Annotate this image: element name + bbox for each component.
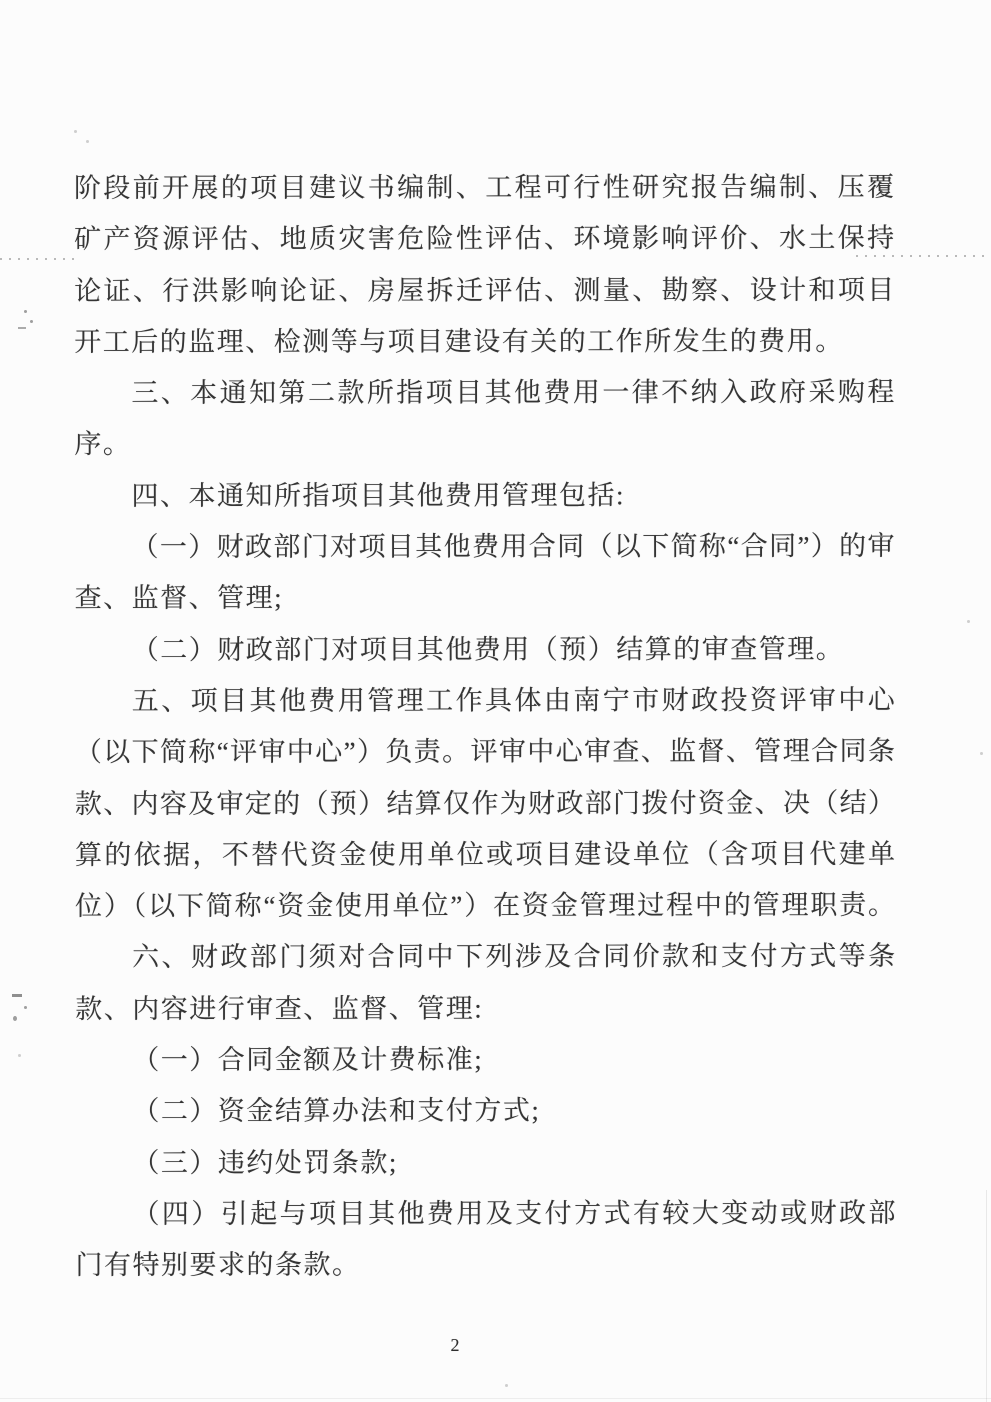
- scan-speck: [30, 320, 33, 323]
- scan-speck: [24, 310, 27, 313]
- document-line: 序。: [74, 429, 132, 460]
- document-body: [74, 162, 896, 1292]
- document-line: 四、本通知所指项目其他费用管理包括:: [131, 480, 626, 511]
- document-line: 论证、行洪影响论证、房屋拆迁评估、测量、勘察、设计和项目: [74, 274, 895, 306]
- document-line: 查、监督、管理;: [74, 583, 284, 614]
- scan-speck: [505, 1384, 508, 1387]
- scan-dotted-line-left: [0, 258, 78, 260]
- scan-speck: [74, 130, 77, 133]
- scan-speck: [12, 994, 22, 997]
- scan-speck: [18, 1054, 21, 1057]
- document-line: （一）财政部门对项目其他费用合同（以下简称“合同”）的审: [131, 530, 895, 562]
- scan-edge-shadow: [0, 1398, 991, 1399]
- document-line: 款、内容及审定的（预）结算仅作为财政部门拨付资金、决（结）: [74, 787, 895, 819]
- document-line: 开工后的监理、检测等与项目建设有关的工作所发生的费用。: [74, 325, 844, 357]
- document-line: 三、本通知第二款所指项目其他费用一律不纳入政府采购程: [131, 377, 895, 409]
- document-line: 六、财政部门须对合同中下列涉及合同价款和支付方式等条: [132, 941, 896, 973]
- document-line: 位）（以下简称“资金使用单位”）在资金管理过程中的管理职责。: [75, 890, 896, 922]
- page-number: 2: [450, 1335, 460, 1355]
- document-line: （以下简称“评审中心”）负责。评审中心审查、监督、管理合同条: [74, 736, 895, 768]
- document-line: 阶段前开展的项目建议书编制、工程可行性研究报告编制、压覆: [74, 171, 895, 203]
- scan-speck: [13, 1016, 17, 1021]
- document-line: （二）财政部门对项目其他费用（预）结算的审查管理。: [131, 633, 845, 665]
- scan-edge-shadow: [986, 1190, 987, 1402]
- document-line: （四）引起与项目其他费用及支付方式有较大变动或财政部: [132, 1197, 896, 1229]
- document-line: 矿产资源评估、地质灾害危险性评估、环境影响评价、水土保持: [74, 223, 895, 255]
- document-line: 五、项目其他费用管理工作具体由南宁市财政投资评审中心: [131, 684, 895, 716]
- scan-speck: [86, 140, 89, 143]
- scan-speck: [18, 327, 26, 329]
- document-line: 门有特别要求的条款。: [75, 1249, 361, 1281]
- document-line: （一）合同金额及计费标准;: [132, 1044, 484, 1075]
- document-line: （二）资金结算办法和支付方式;: [132, 1095, 541, 1127]
- document-line: 款、内容进行审查、监督、管理:: [75, 993, 484, 1024]
- document-line: 算的依据，不替代资金使用单位或项目建设单位（含项目代建单: [74, 838, 895, 870]
- document-line: （三）违约处罚条款;: [132, 1147, 398, 1178]
- scan-speck: [24, 1006, 27, 1009]
- scan-speck: [967, 620, 970, 623]
- scan-speck: [980, 752, 983, 755]
